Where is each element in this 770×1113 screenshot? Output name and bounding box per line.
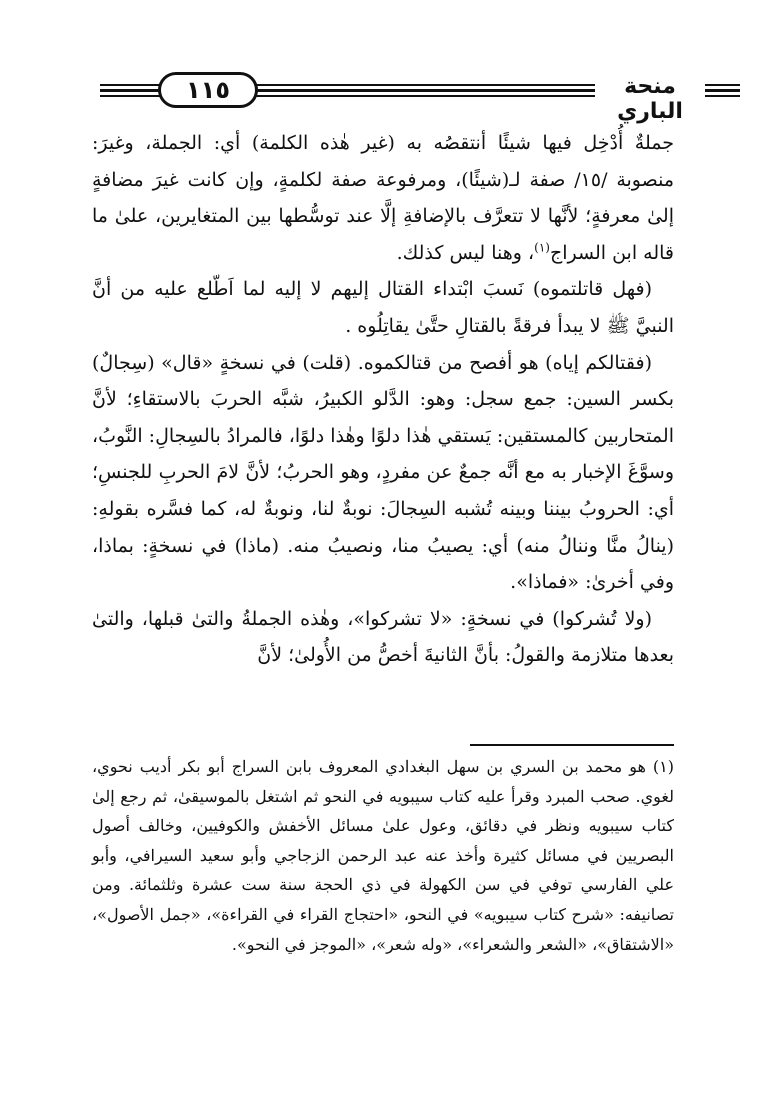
paragraph-3: (فقتالكم إياه) هو أفصح من قتالكموه. (قلت) في نسخةٍ «قال» (سِجالٌ) بكسر السين: جمع سجل: وهو: الدَّلو الكبيرُ، شبَّه الحربَ بالاستقاءِ؛ لأنَّ المتحاربين كالمستقين: يَستقي هٰذا دلوًا وهٰذا دلوًا، فالمرادُ بالسِجالِ: النَّوبُ، وسوَّغَ الإخبار به مع أنَّه جمعٌ عن مفردٍ، وهو الحربُ؛ لأنَّ لامَ الحربِ للجنسِ؛ أي: الحروبُ بيننا وبينه تُشبه السِجالَ: نوبةٌ لنا، ونوبةٌ له، كما فسَّره بقولهِ: (ينالُ منَّا وننالُ منه) أي: يصيبُ منا، ونصيبُ منه. (ماذا) في نسخةٍ: بماذا، وفي أخرىٰ: «فماذا». [92,351,674,594]
running-title: منحة الباري [617,74,683,124]
main-text [92,125,674,674]
footnote-reference: (١) [534,240,550,255]
header-rule-middle [255,84,595,98]
paragraph-1-text: جملةٌ أُدْخِل فيها شيئًا أنتقصُه به (غير هٰذه الكلمة) أي: الجملة، وغيرَ: منصوبة /١٥/ صفة لـ(شيئًا)، ومرفوعة صفة لكلمةٍ، وإن كانت غيرَ مضافةٍ إلىٰ معرفةٍ؛ لأنَّها لا تتعرَّف بالإضافةِ إلَّا عند توسُّطها بين المتغايرين، علىٰ ما قاله ابن السراج [92,132,674,264]
header-rule-left [100,84,160,98]
header-rule-right [705,84,740,98]
footnote-text: (١) هو محمد بن السري بن سهل البغدادي المعروف بابن السراج أبو بكر أديب نحوي، لغوي. صحب المبرد وقرأ عليه كتاب سيبويه في النحو ثم اشتغل بالموسيقىٰ، ثم رجع إلىٰ كتاب سيبويه ونظر في دقائق، وعول علىٰ مسائل الأخفش والكوفيين، وخالف أصول البصريين في مسائل كثيرة وأخذ عنه عبد الرحمن الزجاجي وأبو سعيد السيرافي، وأبو علي الفارسي توفي في سن الكهولة في ذي الحجة سنة ست عشرة وثلثمائة. ومن تصانيفه: «شرح كتاب سيبويه» في النحو، «احتجاج القراء في القراءة»، «جمل الأصول»، «الاشتقاق»، «الشعر والشعراء»، «وله شعر»، «الموجز في النحو». [92,757,674,954]
paragraph-4: (ولا تُشركوا) في نسخةٍ: «لا تشركوا»، وهٰذه الجملةُ والتىٰ قبلها، والتىٰ بعدها متلازمة والقولُ: بأنَّ الثانيةَ أخصُّ من الأُولىٰ؛ لأنَّ [92,607,674,667]
paragraph-1 [92,125,674,271]
page-number: ١١٥ [158,72,258,108]
footnote [92,752,674,959]
footnote-separator [470,744,674,746]
paragraph-2: (فهل قاتلتموه) نَسبَ ابْتداء القتال إليهم لا إليه لما اَطّلع عليه من أنَّ النبيَّ ﷺ لا يبدأ فرقةً بالقتالِ حتَّىٰ يقاتِلُوه . [92,278,674,337]
page-header [100,70,683,124]
paragraph-1-tail: ، وهنا ليس كذلك. [396,241,535,264]
